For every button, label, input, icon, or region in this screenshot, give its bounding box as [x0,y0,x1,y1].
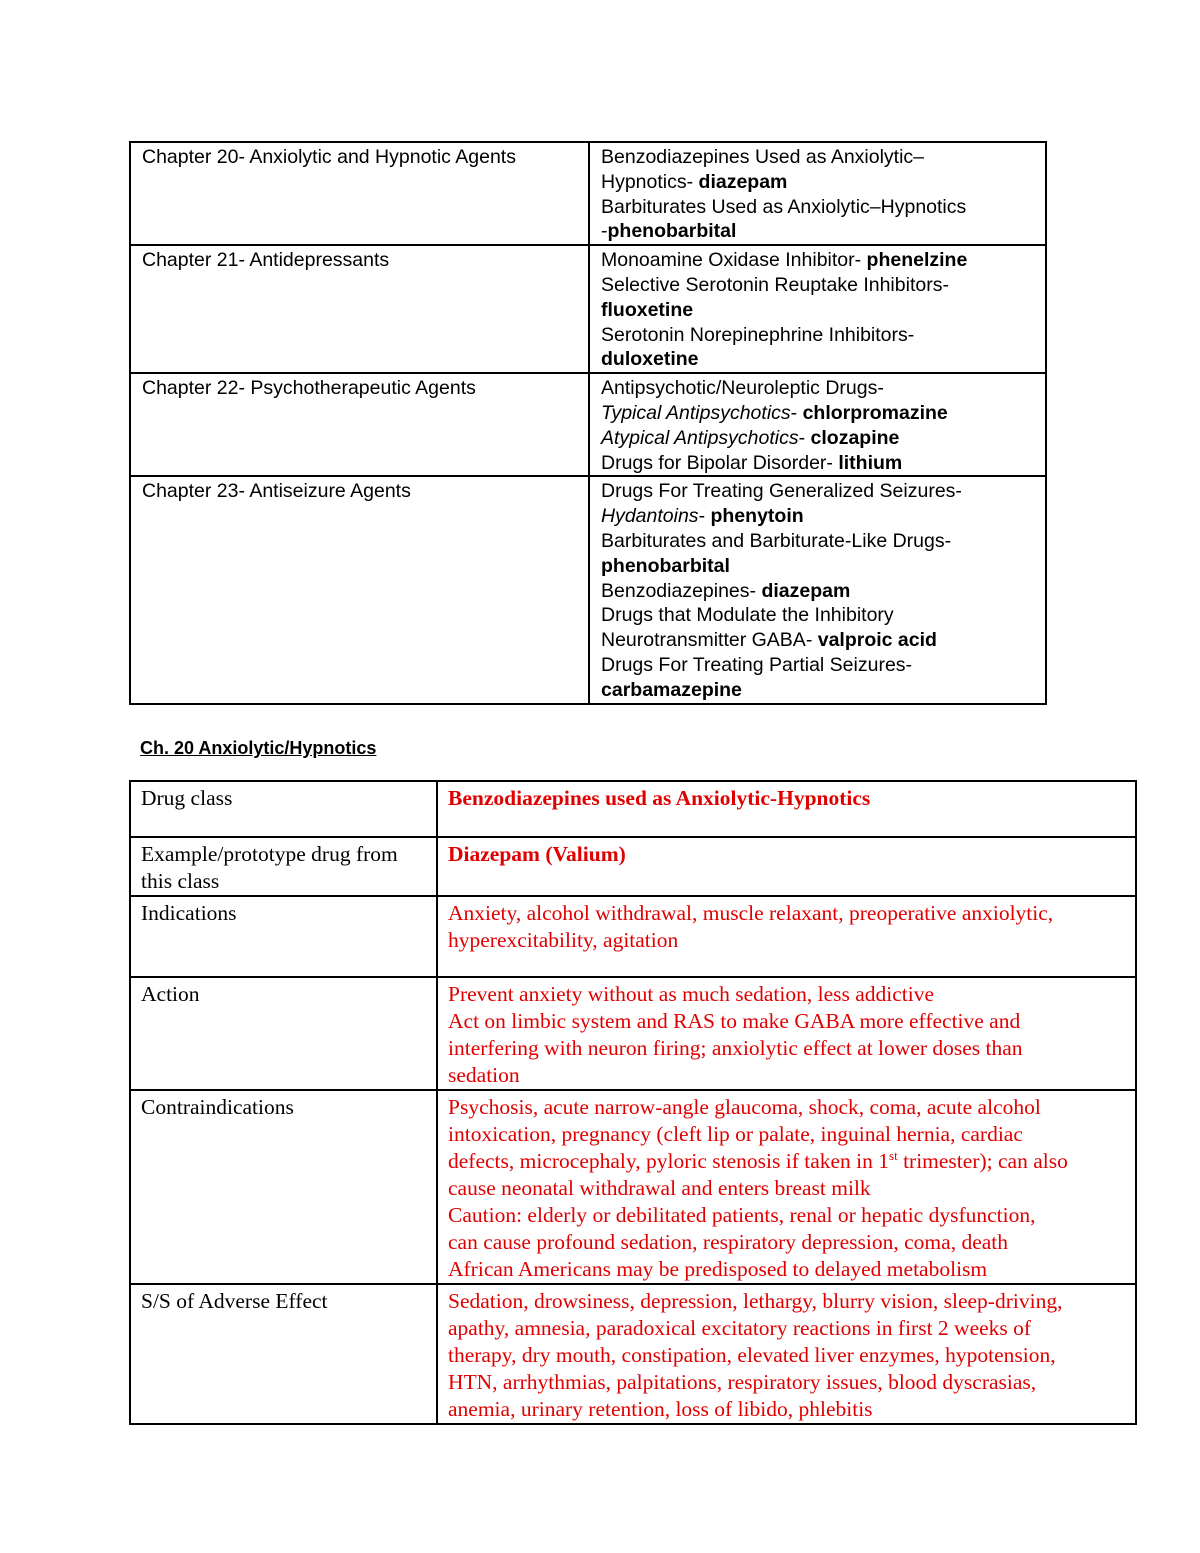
text-run: chlorpromazine [802,401,948,424]
text-run: defects, microcephaly, pyloric stenosis if taken in 1 [448,1149,890,1173]
chapter-drugs [589,476,1046,703]
row-label: Example/prototype drug from this class [130,837,437,896]
text-run: phenytoin [710,505,804,528]
text-run: cause neonatal withdrawal and enters breast milk [448,1176,871,1200]
text-line [448,1342,1127,1369]
text-line [601,273,1035,298]
text-run: - [698,505,711,528]
text-run: Act on limbic system and RAS to make GABA more effective and [448,1009,1021,1033]
text-run: hyperexcitability, agitation [448,928,679,952]
drug-row [130,837,1136,896]
text-run: Neurotransmitter GABA- [601,629,818,652]
text-run: - [601,220,608,243]
text-line [448,1094,1127,1121]
text-line [448,1256,1127,1283]
text-run: Caution: elderly or debilitated patients, renal or hepatic dysfunction, [448,1203,1036,1227]
text-run: African Americans may be predisposed to delayed metabolism [448,1257,988,1281]
text-line [448,1062,1127,1089]
text-line [601,145,1035,170]
row-value [437,1090,1136,1284]
text-run: Hydantoins [601,505,699,528]
text-line [448,1288,1127,1315]
row-label: Contraindications [130,1090,437,1284]
text-line [448,981,1127,1008]
text-run: Benzodiazepines used as Anxiolytic-Hypnotics [448,786,871,810]
text-run: duloxetine [601,348,699,371]
text-line [601,579,1035,604]
text-line [448,785,1127,812]
text-run: Drugs for Bipolar Disorder- [601,451,839,474]
text-line [601,603,1035,628]
text-run: Benzodiazepines Used as Anxiolytic– [601,146,925,168]
text-line [601,323,1035,348]
text-run: apathy, amnesia, paradoxical excitatory reactions in first 2 weeks of [448,1316,1032,1340]
text-line [448,1369,1127,1396]
text-run: Monoamine Oxidase Inhibitor- [601,249,867,272]
section-heading: Ch. 20 Anxiolytic/Hypnotics [140,738,377,758]
text-run: intoxication, pregnancy (cleft lip or palate, inguinal hernia, cardiac [448,1122,1023,1146]
chapter-row [130,373,1046,476]
text-line [448,841,1127,868]
text-run: fluoxetine [601,298,694,321]
text-run: clozapine [810,426,900,449]
text-line [601,529,1035,554]
text-run: Benzodiazepines- [601,579,762,602]
text-line [448,927,1127,954]
text-line [448,900,1127,927]
text-line [448,1315,1127,1342]
chapter-drugs [589,245,1046,373]
text-line [448,1202,1127,1229]
text-line [601,195,1035,220]
text-run: Serotonin Norepinephrine Inhibitors- [601,323,915,346]
chapter-title: Chapter 22- Psychotherapeutic Agents [130,373,589,476]
text-line [448,1035,1127,1062]
chapter-row [130,476,1046,703]
chapter-row [130,245,1046,373]
text-run: Drugs For Treating Partial Seizures- [601,653,913,676]
row-value [437,896,1136,977]
text-line [601,479,1035,504]
text-run: phenobarbital [607,220,737,243]
drug-row [130,896,1136,977]
text-run: Psychosis, acute narrow-angle glaucoma, shock, coma, acute alcohol [448,1095,1041,1119]
row-value [437,1284,1136,1424]
text-line [601,248,1035,273]
text-run: Barbiturates Used as Anxiolytic–Hypnotics [601,195,967,218]
text-run: Anxiety, alcohol withdrawal, muscle relaxant, preoperative anxiolytic, [448,901,1054,925]
text-line [601,426,1035,451]
text-line [601,376,1035,401]
text-run: Hypnotics- [601,170,699,193]
text-line [601,401,1035,426]
text-run: therapy, dry mouth, constipation, elevated liver enzymes, hypotension, [448,1343,1056,1367]
drug-row [130,977,1136,1090]
row-label: S/S of Adverse Effect [130,1284,437,1424]
text-run: phenelzine [866,249,968,272]
text-run: st [889,1147,898,1163]
text-line [601,554,1035,579]
text-run: Antipsychotic/Neuroleptic Drugs- [601,377,884,400]
text-line [601,170,1035,195]
text-run: Atypical Antipsychotics [601,426,799,449]
drug-info-table [129,780,1137,1425]
text-run: Prevent anxiety without as much sedation, less addictive [448,982,935,1006]
text-line [601,451,1035,476]
text-line [601,504,1035,529]
chapter-row [130,142,1046,245]
text-line [448,1121,1127,1148]
text-run: carbamazepine [601,678,742,701]
text-run: sedation [448,1063,520,1087]
text-run: phenobarbital [601,554,730,577]
chapter-title: Chapter 20- Anxiolytic and Hypnotic Agents [130,142,589,245]
text-line [601,219,1035,244]
text-run: anemia, urinary retention, loss of libido, phlebitis [448,1397,873,1421]
text-line [601,678,1035,703]
text-run: - [790,401,803,424]
row-label: Drug class [130,781,437,837]
text-line [601,628,1035,653]
text-run: interfering with neuron firing; anxiolytic effect at lower doses than [448,1036,1023,1060]
text-line [448,1008,1127,1035]
text-line [448,1229,1127,1256]
text-run: Barbiturates and Barbiturate-Like Drugs- [601,529,952,552]
text-run: Selective Serotonin Reuptake Inhibitors- [601,273,949,296]
row-value [437,781,1136,837]
text-run: HTN, arrhythmias, palpitations, respiratory issues, blood dyscrasias, [448,1370,1037,1394]
text-line [448,1148,1127,1175]
row-label: Indications [130,896,437,977]
text-run: Drugs For Treating Generalized Seizures- [601,480,962,503]
text-run: Typical Antipsychotics [601,401,791,424]
text-line [448,1175,1127,1202]
row-label: Action [130,977,437,1090]
text-run: diazepam [761,579,851,602]
text-run: Drugs that Modulate the Inhibitory [601,604,894,627]
chapter-drugs [589,142,1046,245]
text-run: - [798,426,811,449]
row-value [437,837,1136,896]
text-run: lithium [838,451,903,474]
chapters-table [129,141,1047,705]
drug-row [130,1090,1136,1284]
text-line [601,298,1035,323]
text-run: trimester); can also [897,1149,1068,1173]
chapter-drugs [589,373,1046,476]
drug-row [130,1284,1136,1424]
text-line [601,347,1035,372]
text-run: diazepam [698,170,788,193]
row-value [437,977,1136,1090]
text-run: can cause profound sedation, respiratory depression, coma, death [448,1230,1008,1254]
text-run: valproic acid [817,629,937,652]
drug-row [130,781,1136,837]
text-run: Diazepam (Valium) [448,842,626,866]
text-line [601,653,1035,678]
text-line [448,1396,1127,1423]
chapter-title: Chapter 23- Antiseizure Agents [130,476,589,703]
chapter-title: Chapter 21- Antidepressants [130,245,589,373]
text-run: Sedation, drowsiness, depression, lethargy, blurry vision, sleep-driving, [448,1289,1063,1313]
